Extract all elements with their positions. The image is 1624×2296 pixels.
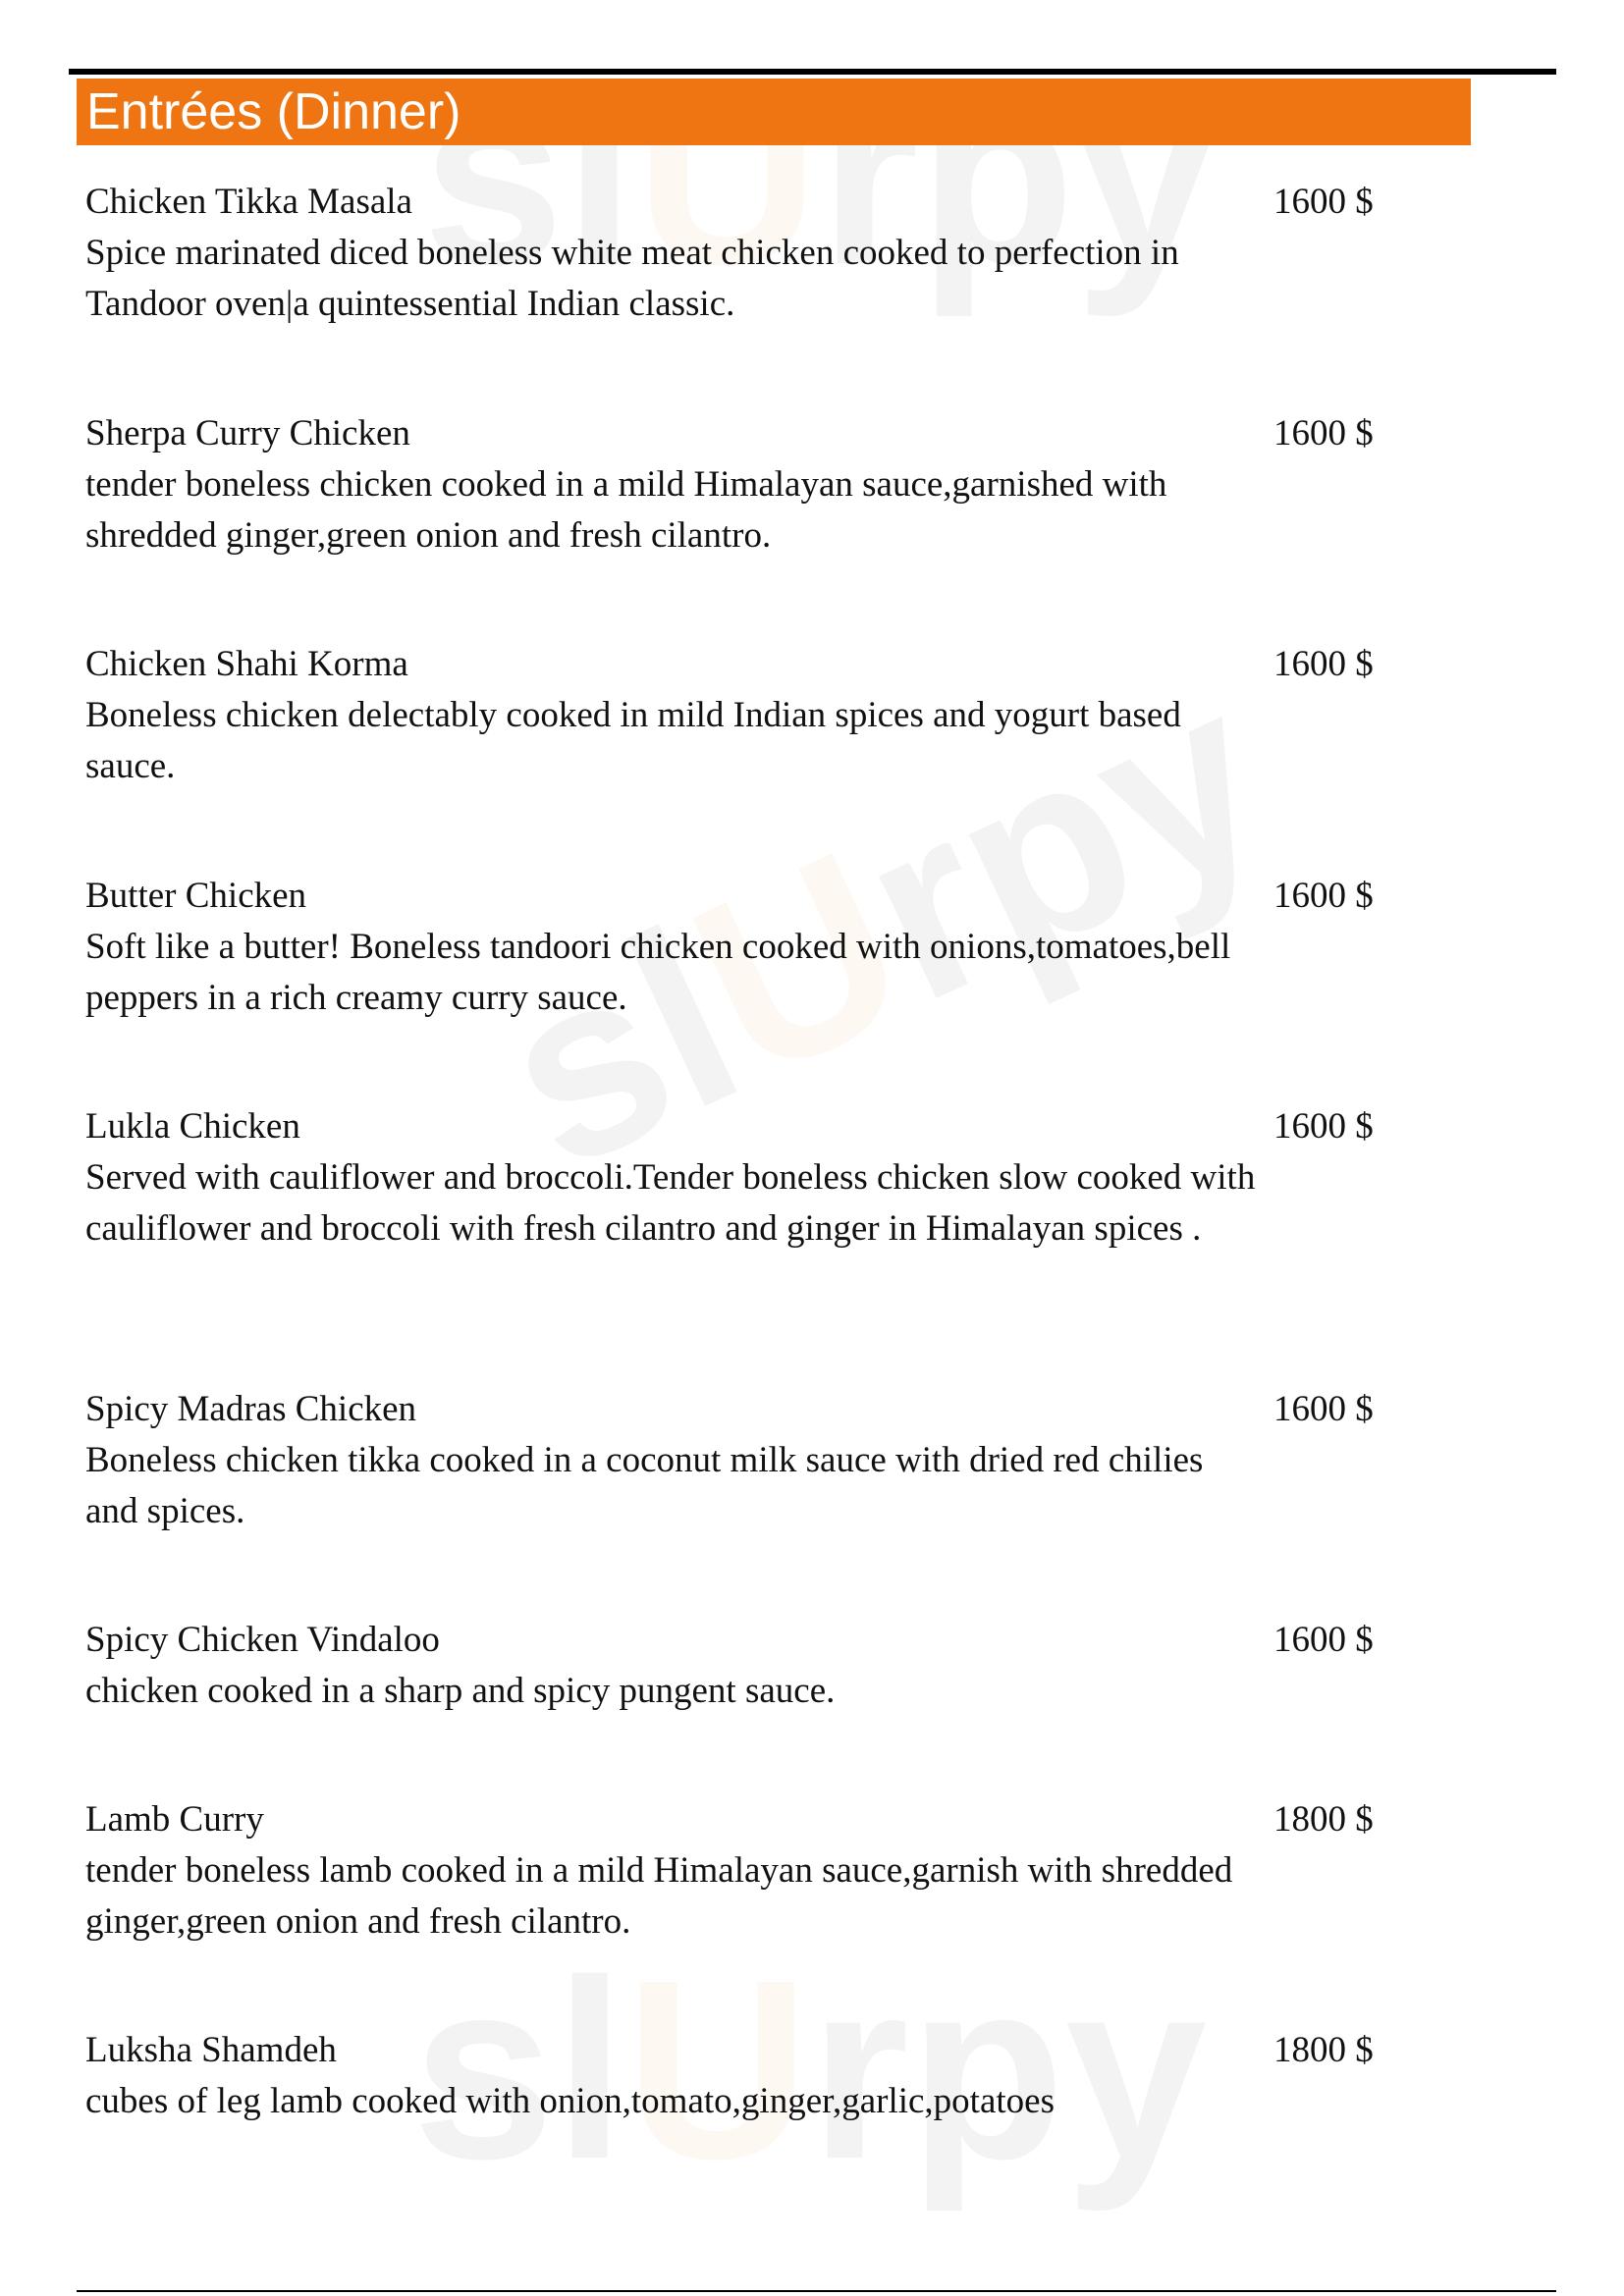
item-price: 1600 $ [1273,644,1374,684]
item-name: Chicken Tikka Masala [85,182,412,222]
item-price: 1600 $ [1273,1389,1374,1429]
menu-item [85,177,1391,330]
item-description: Soft like a butter! Boneless tandoori chicken cooked with onions,tomatoes,bell peppers in a rich creamy curry sauce. [85,927,1231,1018]
menu-item [85,1101,1391,1255]
bottom-rule [77,2290,1556,2292]
menu-item [85,2025,1391,2127]
item-name: Lamb Curry [85,1799,264,1840]
menu-item [85,1384,1391,1537]
item-name: Spicy Chicken Vindaloo [85,1620,440,1660]
item-price: 1600 $ [1273,1620,1374,1660]
menu-item [85,1794,1391,1948]
menu-item [85,871,1391,1024]
menu-item [85,1615,1391,1717]
item-description: Served with cauliflower and broccoli.Tender boneless chicken slow cooked with cauliflower and broccoli with fresh cilantro and ginger in Himalayan spices . [85,1157,1256,1249]
item-price: 1600 $ [1273,1106,1374,1147]
item-name: Sherpa Curry Chicken [85,413,410,454]
item-description: Boneless chicken delectably cooked in mild Indian spices and yogurt based sauce. [85,695,1181,786]
item-description: tender boneless lamb cooked in a mild Himalayan sauce,garnish with shredded ginger,green onion and fresh cilantro. [85,1850,1233,1942]
item-description: chicken cooked in a sharp and spicy pungent sauce. [85,1671,836,1711]
top-rule [69,69,1556,75]
item-description: Boneless chicken tikka cooked in a coconut milk sauce with dried red chilies and spices. [85,1440,1204,1531]
item-description: cubes of leg lamb cooked with onion,tomato,ginger,garlic,potatoes [85,2081,1055,2121]
item-name: Butter Chicken [85,876,307,916]
item-description: tender boneless chicken cooked in a mild Himalayan sauce,garnished with shredded ginger,green onion and fresh cilantro. [85,464,1167,556]
item-name: Luksha Shamdeh [85,2030,337,2070]
item-price: 1800 $ [1273,1799,1374,1840]
item-price: 1800 $ [1273,2030,1374,2070]
item-name: Lukla Chicken [85,1106,300,1147]
item-price: 1600 $ [1273,182,1374,222]
item-price: 1600 $ [1273,413,1374,454]
menu-item [85,639,1391,792]
menu-item [85,408,1391,561]
item-name: Chicken Shahi Korma [85,644,408,684]
section-header: Entrées (Dinner) [77,79,1471,145]
item-name: Spicy Madras Chicken [85,1389,417,1429]
item-price: 1600 $ [1273,876,1374,916]
item-description: Spice marinated diced boneless white meat chicken cooked to perfection in Tandoor oven|a quintessential Indian classic. [85,233,1179,324]
